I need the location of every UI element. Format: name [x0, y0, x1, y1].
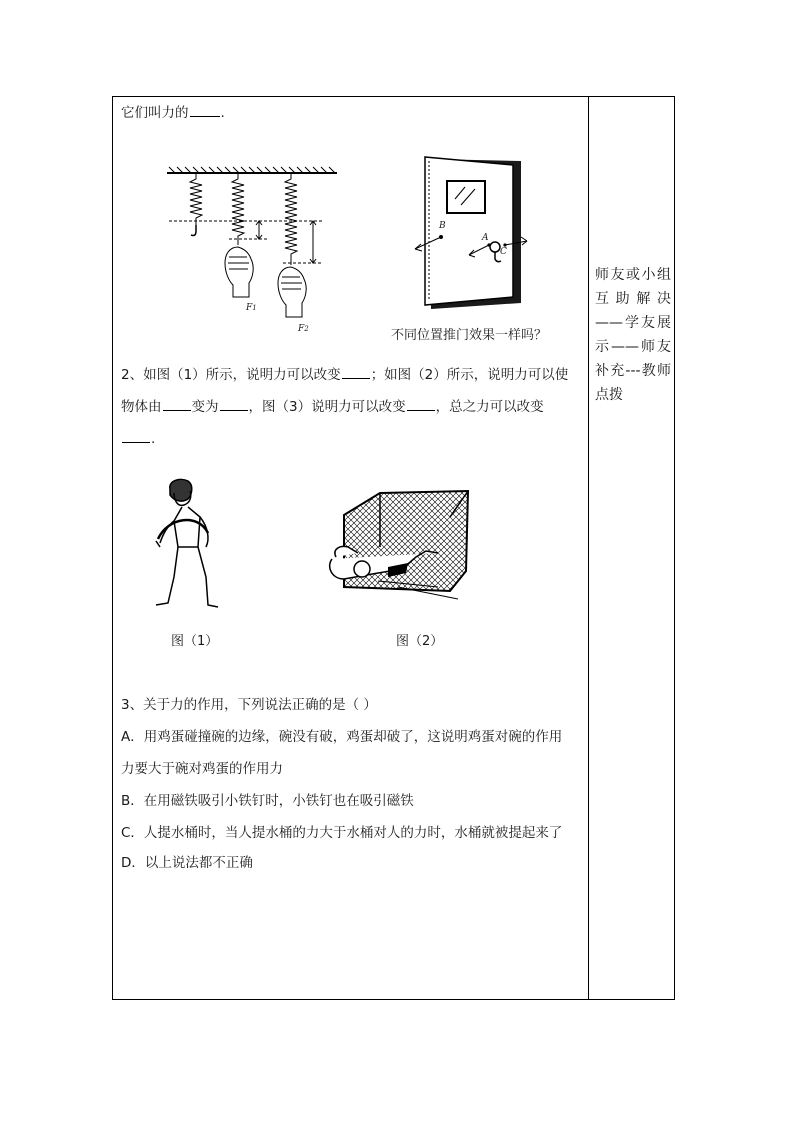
q2-text-2c: ，图（3）说明力可以改变 — [248, 399, 406, 415]
q3-option-c: C．人提水桶时，当人提水桶的力大于水桶对人的力时，水桶就被提起来了 — [121, 825, 563, 841]
springs-figure — [163, 159, 343, 343]
f1-sub: 1 — [252, 304, 257, 312]
figure-2-goalkeeper — [318, 487, 478, 605]
line-1 — [121, 103, 225, 123]
figure-1-person — [148, 477, 238, 609]
blank — [190, 104, 220, 117]
q2-line-2 — [121, 397, 544, 417]
blank — [342, 366, 370, 379]
door-label-c: C — [500, 247, 507, 257]
q2-text-2b: 变为 — [191, 399, 219, 415]
blank — [407, 398, 435, 411]
f1-letter: F — [246, 303, 253, 313]
f2-letter: F — [298, 324, 305, 334]
q2-line-3 — [121, 429, 155, 449]
door-label-b: B — [439, 221, 446, 231]
q2-text-1a: 2、如图（1）所示，说明力可以改变 — [121, 367, 341, 383]
door-label-a: A — [482, 233, 489, 243]
q3-option-b: B．在用磁铁吸引小铁钉时，小铁钉也在吸引磁铁 — [121, 793, 414, 809]
q3-option-d: D．以上说法都不正确 — [121, 855, 253, 871]
door-figure — [403, 155, 553, 315]
q3-stem: 3、关于力的作用，下列说法正确的是（ ） — [121, 697, 377, 713]
figure-1-caption: 图（1） — [171, 634, 219, 649]
spring-label-f2 — [298, 324, 309, 334]
blank — [122, 430, 150, 443]
lesson-table — [112, 96, 675, 1000]
line-1-end: . — [220, 105, 225, 121]
door-caption: 不同位置推门效果一样吗？ — [391, 328, 548, 343]
q2-text-3end: . — [151, 431, 156, 447]
method-text: 师友或小组互助解决——学友展示——师友补充---教师点拨 — [595, 267, 671, 403]
q3-option-a-line-2: 力要大于碗对鸡蛋的作用力 — [121, 761, 283, 777]
f2-sub: 2 — [304, 325, 309, 333]
q3-option-a-line-1: A．用鸡蛋碰撞碗的边缘，碗没有破，鸡蛋却破了，这说明鸡蛋对碗的作用 — [121, 729, 563, 745]
line-1-text: 它们叫力的 — [121, 105, 189, 121]
figure-2-caption: 图（2） — [396, 634, 444, 649]
q2-text-2a: 物体由 — [121, 399, 162, 415]
spring-label-f1 — [246, 303, 257, 313]
q2-text-1b: ；如图（2）所示，说明力可以使 — [370, 367, 569, 383]
content-column — [113, 97, 588, 999]
q2-text-2d: ，总之力可以改变 — [435, 399, 544, 415]
method-column — [589, 97, 675, 999]
blank — [220, 398, 248, 411]
q2-line-1 — [121, 365, 568, 385]
blank — [163, 398, 191, 411]
